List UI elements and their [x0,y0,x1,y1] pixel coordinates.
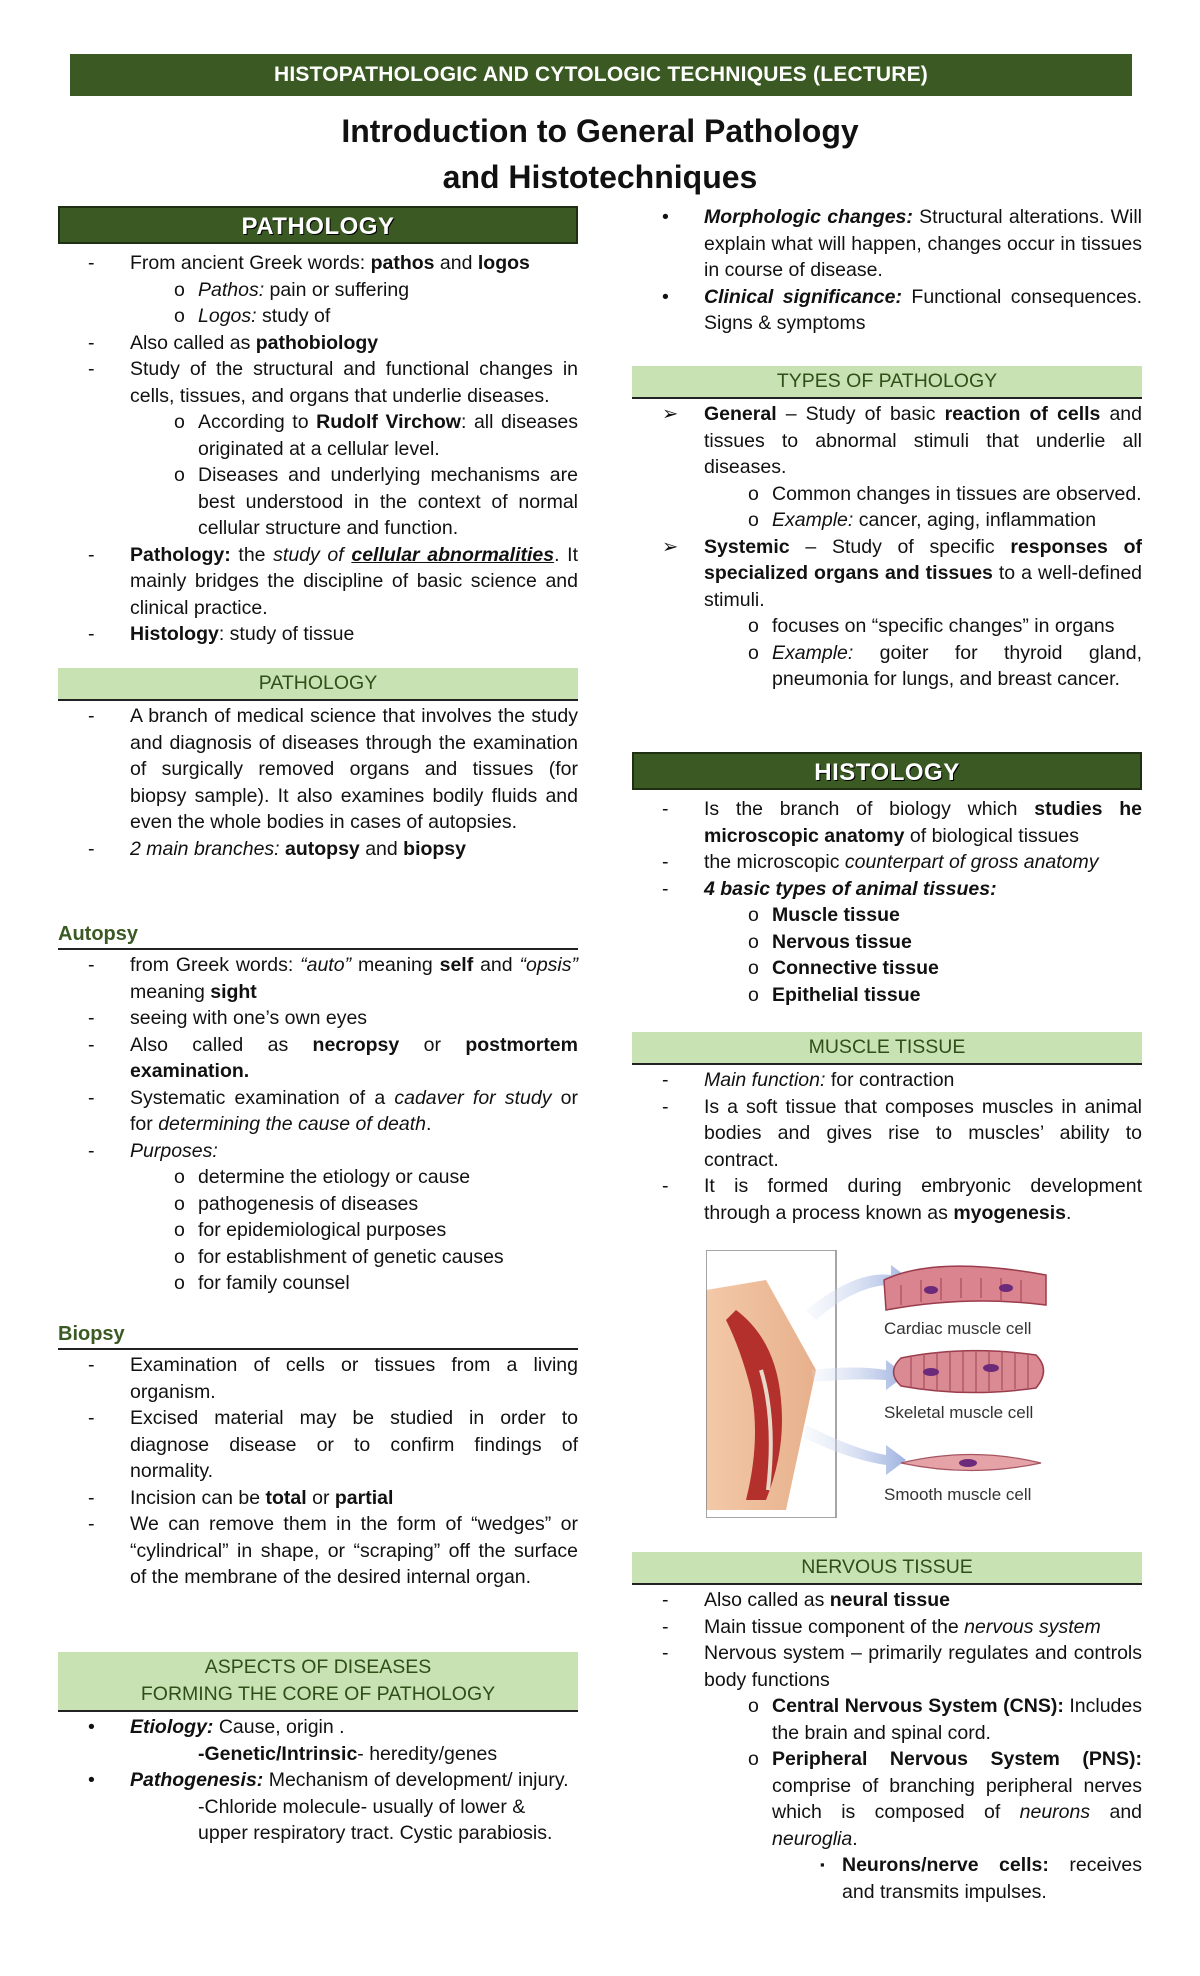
dash-icon: - [662,1642,669,1664]
list-item: - 2 main branches: autopsy and biopsy [58,836,578,863]
nervous-tissue-section [632,1552,1142,1905]
list-item: o Common changes in tissues are observed. [632,481,1142,508]
square-bullet-icon: ▪ [820,1857,825,1872]
pathology-header: PATHOLOGY [58,206,578,244]
dash-icon: - [88,623,95,645]
muscle-tissue-section [632,1032,1142,1226]
list-item: o Peripheral Nervous System (PNS): comprise of branching peripheral nerves which is composed of neurons and neuroglia. [748,1748,1143,1850]
dash-icon: - [88,1354,95,1376]
circle-icon: o [748,983,759,1006]
biopsy-header: Biopsy [58,1320,578,1350]
list-item: o Connective tissue [632,955,1142,982]
list-item: - Also called as neural tissue [632,1587,1142,1614]
dash-icon: - [88,358,95,380]
list-item: - Purposes: [58,1138,578,1165]
dash-icon: - [88,1407,95,1429]
aspects-continued [632,204,1142,337]
list-item: - Main function: for contraction [632,1067,1142,1094]
dash-icon: - [88,543,95,566]
dash-icon: - [662,1615,669,1638]
list-item: - 4 basic types of animal tissues: [632,876,1142,903]
circle-icon: o [748,930,759,953]
muscle-cell-figure [706,1250,1052,1518]
list-item: o for family counsel [58,1270,578,1297]
skeletal-label: Skeletal muscle cell [884,1403,1034,1422]
circle-icon: o [174,1192,185,1215]
circle-icon: o [748,641,759,664]
circle-icon: o [174,464,185,486]
list-item: - Nervous system – primarily regulates and controls body functions [662,1642,1142,1691]
list-item: o Central Nervous System (CNS): Includes the brain and spinal cord. [748,1695,1142,1744]
list-item: o Example: goiter for thyroid gland, pneumonia for lungs, and breast cancer. [748,641,1142,690]
list-item: - from Greek words: “auto” meaning self and “opsis” meaning sight [88,954,578,1003]
biopsy-section [58,1320,578,1591]
list-item: o Logos: study of [58,303,578,330]
list-item: o Nervous tissue [632,929,1142,956]
bullet-icon: • [662,206,669,228]
list-item: • Clinical significance: Functional consequences. Signs & symptoms [662,285,1142,334]
autopsy-header: Autopsy [58,920,578,950]
list-item: - From ancient Greek words: pathos and logos [58,250,578,277]
list-item: - Excised material may be studied in order to diagnose disease or to confirm findings of normality. [88,1407,578,1482]
list-item: - Examination of cells or tissues from a living organism. [88,1354,578,1403]
dash-icon: - [662,851,669,873]
list-item: • Pathogenesis: Mechanism of development/ injury. [58,1767,578,1794]
dash-icon: - [88,837,95,860]
skeletal-cell-icon [894,1350,1044,1393]
arrow-icon: ➢ [662,403,679,425]
circle-icon: o [174,1166,185,1188]
arm-illustration [706,1250,836,1518]
dash-icon: - [88,705,95,727]
list-item: - Main tissue component of the nervous system [632,1614,1142,1641]
title-line-2: and Histotechniques [442,159,758,195]
smooth-label: Smooth muscle cell [884,1485,1032,1504]
list-item: ➢ General – Study of basic reaction of cells and tissues to abnormal stimuli that underlie all diseases. [662,403,1142,478]
circle-icon: o [174,411,185,433]
histology-header: HISTOLOGY [632,752,1142,790]
list-item: - seeing with one’s own eyes [58,1005,578,1032]
dash-icon: - [88,954,95,976]
list-item: o Diseases and underlying mechanisms are best understood in the context of normal cellular structure and function. [174,464,578,539]
muscle-header: MUSCLE TISSUE [632,1032,1142,1065]
list-item: o Muscle tissue [632,902,1142,929]
list-item: o for establishment of genetic causes [58,1244,578,1271]
circle-icon: o [174,305,185,327]
list-item: - Histology: study of tissue [58,621,578,648]
list-item: • Morphologic changes: Structural alterations. Will explain what will happen, changes occur in tissues in course of disease. [662,206,1142,281]
list-item: - Study of the structural and functional changes in cells, tissues, and organs that underlie diseases. [88,358,578,407]
bullet-icon: • [88,1769,95,1791]
list-item: o for epidemiological purposes [58,1217,578,1244]
list-item: - Also called as pathobiology [58,330,578,357]
dash-icon: - [662,1095,669,1118]
list-item: - Is a soft tissue that composes muscles in animal bodies and gives rise to muscles’ ability to contract. [662,1095,1142,1171]
dash-icon: - [88,1513,95,1535]
list-item: - Systematic examination of a cadaver for study or for determining the cause of death. [88,1086,578,1135]
circle-icon: o [748,615,759,637]
circle-icon: o [748,1695,759,1717]
list-item: o According to Rudolf Virchow: all diseases originated at a cellular level. [174,411,578,460]
list-item: - We can remove them in the form of “wedges” or “cylindrical” in shape, or “scraping” off the surface of the membrane of the desired internal organ. [88,1513,578,1588]
dash-icon: - [662,877,669,900]
list-item: o Epithelial tissue [632,982,1142,1009]
list-item: o Example: cancer, aging, inflammation [632,507,1142,534]
list-item: o Pathos: pain or suffering [58,277,578,304]
dash-icon: - [662,1589,669,1611]
list-item: - Also called as necropsy or postmortem examination. [88,1033,578,1082]
circle-icon: o [748,957,759,979]
course-banner: HISTOPATHOLOGIC AND CYTOLOGIC TECHNIQUES (LECTURE) [70,54,1132,96]
list-item: -Chloride molecule- usually of lower & upper respiratory tract. Cystic parabiosis. [198,1795,553,1844]
dash-icon: - [88,252,95,274]
list-item: - It is formed during embryonic development through a process known as myogenesis. [662,1175,1142,1224]
list-item: • Etiology: Cause, origin . [58,1714,578,1741]
circle-icon: o [174,1245,185,1268]
list-item: ▪ Neurons/nerve cells: receives and transmits impulses. [820,1854,1142,1903]
types-section [632,366,1142,693]
histology-section [632,752,1142,1008]
nervous-header: NERVOUS TISSUE [632,1552,1142,1585]
pathology-list [58,250,578,648]
dash-icon: - [88,1033,95,1056]
types-header: TYPES OF PATHOLOGY [632,366,1142,399]
bullet-icon: • [88,1716,95,1738]
circle-icon: o [748,1748,759,1770]
cardiac-cell-icon [884,1266,1046,1310]
dash-icon: - [662,798,669,820]
bullet-icon: • [662,285,669,308]
arrow-icon: ➢ [662,535,679,558]
list-item: o determine the etiology or cause [58,1164,578,1191]
circle-icon: o [174,1272,185,1294]
title-line-1: Introduction to General Pathology [341,113,859,149]
pathology-section [58,206,578,648]
dash-icon: - [662,1175,669,1197]
list-item: o pathogenesis of diseases [58,1191,578,1218]
list-item: o focuses on “specific changes” in organs [632,613,1142,640]
dash-icon: - [88,1007,95,1029]
list-item: - Is the branch of biology which studies he microscopic anatomy of biological tissues [662,798,1142,847]
list-item: - the microscopic counterpart of gross anatomy [632,849,1142,876]
cardiac-label: Cardiac muscle cell [884,1319,1032,1338]
page-title [0,108,1200,200]
smooth-cell-icon [901,1455,1041,1471]
circle-icon: o [748,509,759,531]
dash-icon: - [88,1139,95,1162]
list-item: - Pathology: the study of cellular abnormalities. It mainly bridges the discipline of basic science and clinical practice. [88,543,578,619]
pathology-subheader: PATHOLOGY [58,668,578,701]
dash-icon: - [662,1069,669,1091]
dash-icon: - [88,1086,95,1109]
circle-icon: o [174,278,185,301]
aspects-section [58,1652,578,1847]
pathology-definition-section [58,668,578,862]
dash-icon: - [88,331,95,354]
dash-icon: - [88,1486,95,1509]
autopsy-section [58,920,578,1297]
list-item: -Genetic/Intrinsic- heredity/genes [198,1742,498,1765]
circle-icon: o [748,904,759,926]
circle-icon: o [748,482,759,505]
aspects-header: ASPECTS OF DISEASES FORMING THE CORE OF PATHOLOGY [58,1652,578,1712]
circle-icon: o [174,1219,185,1241]
list-item: - Incision can be total or partial [58,1485,578,1512]
list-item: ➢ Systemic – Study of specific responses of specialized organs and tissues to a well-defined stimuli. [662,535,1143,611]
list-item: - A branch of medical science that involves the study and diagnosis of diseases through the examination of surgically removed organs and tissues (for biopsy sample). It also examines bodily fluids and even the whole bodies in cases of autopsies. [88,705,578,833]
